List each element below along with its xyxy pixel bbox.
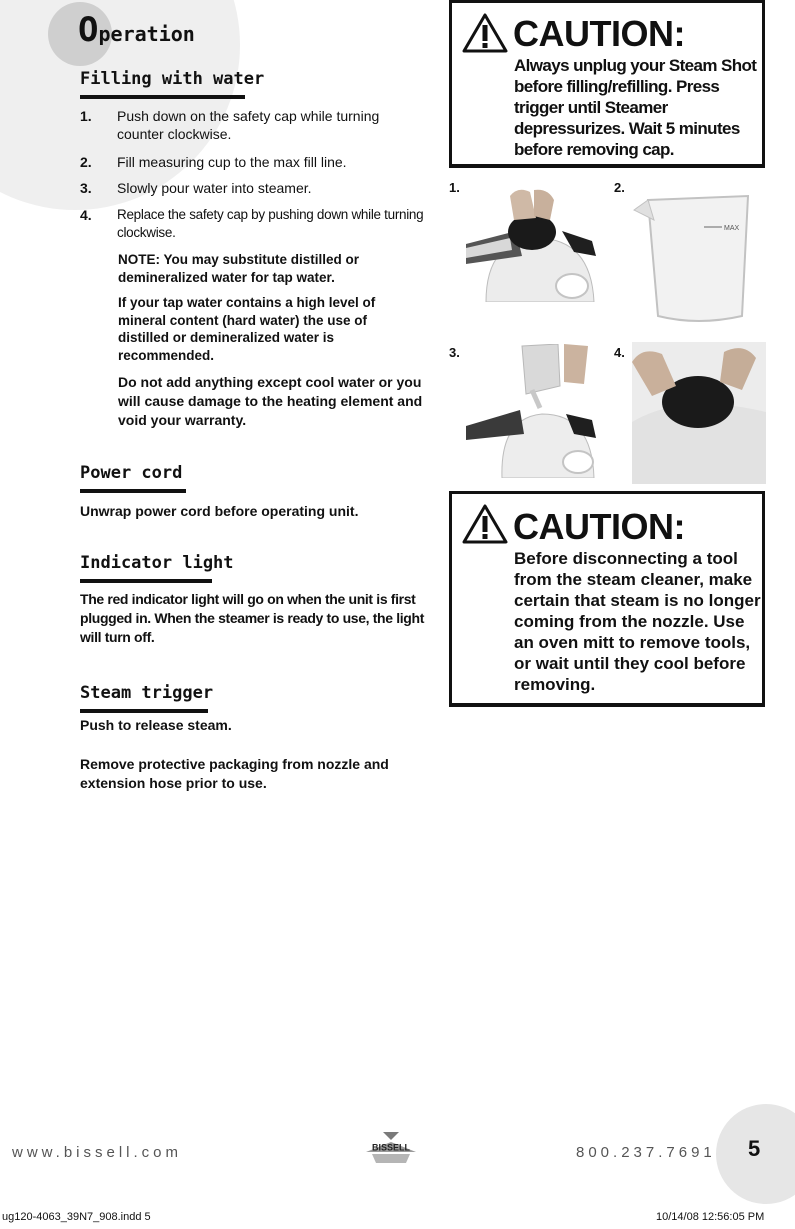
bissell-logo: [362, 1130, 420, 1164]
step-number: 2.: [80, 154, 92, 170]
photo-label: 3.: [449, 345, 460, 360]
caution-title: CAUTION:: [513, 13, 685, 54]
caution-text: Before disconnecting a tool from the steam cleaner, make certain that steam is no longer coming from the nozzle. Use an oven mitt to remove tools, or wait until they cool before removing.: [514, 549, 761, 694]
power-cord-heading-rule: [80, 489, 186, 493]
page-title-rest: peration: [98, 22, 195, 46]
filling-warning-text: Do not add anything except cool water or you will cause damage to the heating element and void your warranty.: [118, 374, 423, 428]
caution-box-tools: [449, 491, 765, 707]
filling-heading-rule: [80, 95, 245, 99]
filling-step-3: [80, 179, 425, 197]
step-number: 1.: [80, 108, 92, 124]
steam-trigger-heading: Steam trigger: [80, 683, 214, 703]
photo-remove-cap: [466, 186, 604, 302]
warning-triangle-icon: [462, 13, 508, 53]
filling-heading: Filling with water: [80, 69, 265, 89]
photo-label: 4.: [614, 345, 625, 360]
photo-label: 1.: [449, 180, 460, 195]
logo-wordmark: BISSELL: [371, 1142, 411, 1153]
power-cord-text: Unwrap power cord before operating unit.: [80, 503, 359, 519]
footer-phone: 800.237.7691: [576, 1144, 716, 1161]
photo-measuring-cup: [628, 186, 766, 328]
step-number: 3.: [80, 180, 92, 196]
page-title: [78, 10, 195, 50]
step-text: Slowly pour water into steamer.: [117, 180, 312, 196]
step-text: Push down on the safety cap while turning counter clockwise.: [117, 108, 380, 142]
caution-box-unplug: [449, 0, 765, 168]
indicator-light-heading-rule: [80, 579, 212, 583]
filling-step-2: [80, 153, 425, 171]
photo-label: 2.: [614, 180, 625, 195]
indicator-light-text: The red indicator light will go on when the unit is first plugged in. When the steamer is ready to use, the light will turn off.: [80, 591, 425, 645]
caution-title: CAUTION:: [513, 506, 685, 547]
page-title-initial: O: [78, 10, 99, 50]
step-text: Fill measuring cup to the max fill line.: [117, 154, 347, 170]
steam-trigger-heading-rule: [80, 709, 208, 713]
max-fill-mark: MAX: [724, 225, 740, 232]
steam-trigger-text: Push to release steam.: [80, 717, 232, 733]
power-cord-heading: Power cord: [80, 463, 183, 483]
step-text: Replace the safety cap by pushing down while turning clockwise.: [117, 207, 424, 240]
filling-step-1: [80, 107, 425, 143]
step-number: 4.: [80, 207, 92, 223]
print-slug-date: 10/14/08 12:56:05 PM: [656, 1211, 765, 1223]
filling-step-4: [80, 206, 425, 242]
warning-triangle-icon: [462, 504, 508, 544]
note-distilled: NOTE: You may substitute distilled or demineralized water for tap water.: [118, 252, 360, 285]
page-number: 5: [748, 1136, 761, 1161]
photo-pour-water: [466, 344, 606, 478]
caution-text: Always unplug your Steam Shot before filling/refilling. Press trigger until Steamer depressurizes. Wait 5 minutes before removing cap.: [514, 56, 757, 159]
note-hard-water: If your tap water contains a high level of mineral content (hard water) the use of distilled or demineralized water is recommended.: [118, 295, 376, 363]
footer-website: www.bissell.com: [12, 1144, 183, 1161]
print-slug-file: ug120-4063_39N7_908.indd 5: [2, 1211, 151, 1223]
indicator-light-heading: Indicator light: [80, 553, 234, 573]
photo-replace-cap: [632, 342, 766, 484]
packaging-text: Remove protective packaging from nozzle and extension hose prior to use.: [80, 756, 389, 791]
